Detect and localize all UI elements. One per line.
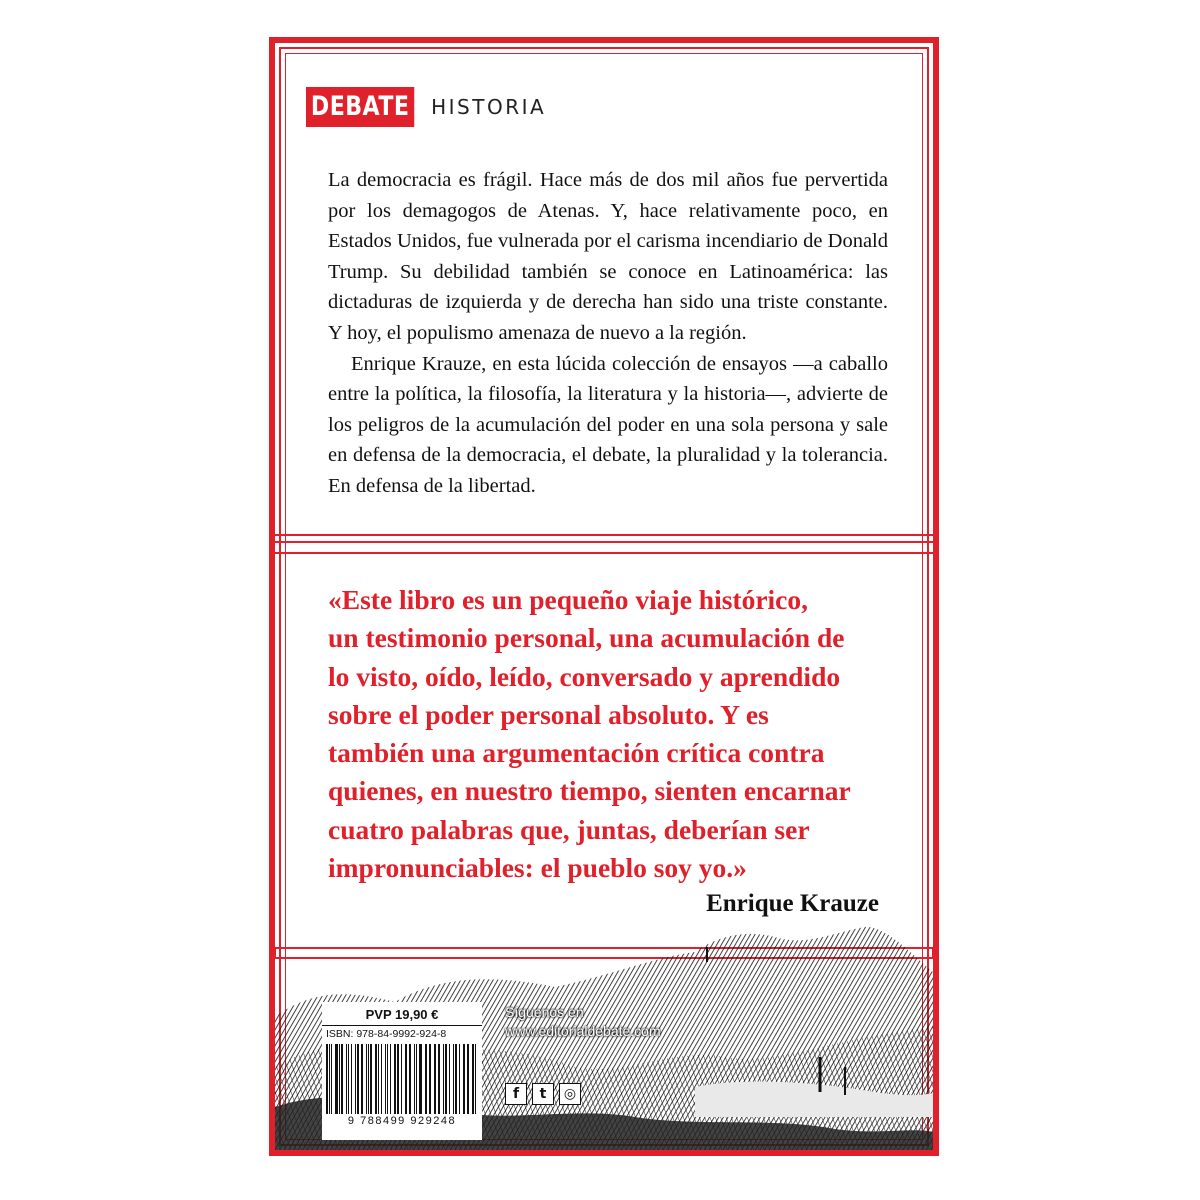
barcode-bar	[401, 1044, 402, 1114]
barcode-bar	[405, 1044, 406, 1114]
barcode-bar	[453, 1044, 455, 1114]
barcode-bar	[416, 1044, 417, 1114]
barcode-bar	[425, 1044, 426, 1114]
barcode-bar	[385, 1044, 387, 1114]
barcode-bar	[375, 1044, 377, 1114]
barcode-bar	[443, 1044, 444, 1114]
barcode-bar	[426, 1044, 427, 1114]
barcode-bar	[348, 1044, 349, 1114]
barcode-bar	[341, 1044, 343, 1114]
synopsis	[328, 165, 888, 502]
barcode-bar	[331, 1044, 332, 1114]
barcode-bar	[464, 1044, 465, 1114]
barcode-bar	[361, 1044, 363, 1114]
barcode-bar	[434, 1044, 435, 1114]
barcode-bar	[406, 1044, 407, 1114]
social-text	[505, 1003, 661, 1041]
social-follow-label: Síguenos en	[505, 1004, 584, 1020]
barcode-bar	[366, 1044, 367, 1114]
barcode-bar	[346, 1044, 348, 1114]
barcode-bar	[455, 1044, 457, 1114]
barcode-bar	[378, 1044, 379, 1114]
barcode-digits: 9 788499 929248	[347, 1115, 457, 1127]
barcode-bar	[355, 1044, 356, 1114]
price: PVP 19,90 €	[322, 1002, 482, 1026]
synopsis-paragraph-2: Enrique Krauze, en esta lúcida colección de ensayos —a caballo entre la política, la filosofía, la literatura y la historia—, advierte de los peligros de la acumulación del poder en una sola persona y sale en defensa de la democracia, el debate, la pluralidad y la tolerancia. En defensa de la libertad.	[328, 352, 888, 497]
barcode-bar	[329, 1044, 330, 1114]
barcode-bar	[445, 1044, 447, 1114]
barcode-bar	[429, 1044, 431, 1114]
barcode-bar	[449, 1044, 450, 1114]
quote-line: cuatro palabras que, juntas, deberían ser	[328, 813, 810, 845]
logo-brand: DEBATE	[306, 87, 414, 127]
section-divider	[275, 534, 933, 554]
quote-line: también una argumentación crítica contra	[328, 737, 825, 769]
barcode-bar	[472, 1044, 474, 1114]
barcode-bar	[397, 1044, 399, 1114]
barcode-bar	[463, 1044, 464, 1114]
barcode-bar	[368, 1044, 369, 1114]
book-back-cover	[269, 37, 939, 1156]
author-quote	[328, 581, 898, 887]
quote-line: lo visto, oído, leído, conversado y aprendido	[328, 660, 841, 692]
barcode-bar	[326, 1044, 328, 1114]
barcode-bar	[414, 1044, 416, 1114]
social-icons	[505, 1083, 581, 1105]
barcode-bar	[381, 1044, 382, 1114]
barcode-bar	[390, 1044, 391, 1114]
twitter-icon[interactable]: t	[532, 1083, 554, 1105]
quote-line: sobre el poder personal absoluto. Y es	[328, 698, 769, 730]
barcode-bar	[467, 1044, 469, 1114]
barcode-bar	[459, 1044, 460, 1114]
barcode-bar	[339, 1044, 340, 1114]
quote-line: un testimonio personal, una acumulación de	[328, 622, 845, 654]
barcode-bar	[335, 1044, 337, 1114]
barcode-bar	[357, 1044, 359, 1114]
isbn: ISBN: 978-84-9992-924-8	[326, 1028, 447, 1040]
quote-line: «Este libro es un pequeño viaje histórico,	[328, 584, 809, 615]
barcode-bar	[351, 1044, 352, 1114]
facebook-icon[interactable]: f	[505, 1083, 527, 1105]
barcode-bar	[435, 1044, 436, 1114]
synopsis-paragraph-1: La democracia es frágil. Hace más de dos mil años fue pervertida por los demagogos de Atenas. Y, hace relativamente poco, en Estados Unidos, fue vulnerada por el carisma incendiario de Donald Trump. Su debilidad también se conoce en Latinoamérica: las dictaduras de izquierda y de derecha han sido una triste constante. Y hoy, el populismo amenaza de nuevo a la región.	[328, 169, 888, 344]
logo-collection: HISTORIA	[431, 95, 547, 119]
instagram-icon[interactable]: ◎	[559, 1083, 581, 1105]
barcode-bar	[394, 1044, 396, 1114]
barcode-bars	[326, 1044, 478, 1114]
barcode-bar	[419, 1044, 421, 1114]
barcode-bar	[409, 1044, 411, 1114]
quote-line: quienes, en nuestro tiempo, sienten encarnar	[328, 775, 851, 807]
barcode-bar	[475, 1044, 476, 1114]
barcode-bar	[438, 1044, 440, 1114]
barcode-bar	[370, 1044, 372, 1114]
quote-line: impronunciables: el pueblo soy yo.»	[328, 852, 747, 884]
website-link[interactable]: www.editorialdebate.com	[505, 1023, 661, 1039]
publisher-logo	[306, 87, 546, 127]
barcode-bar	[387, 1044, 388, 1114]
quote-author: Enrique Krauze	[706, 890, 879, 917]
barcode-label	[322, 1002, 482, 1140]
